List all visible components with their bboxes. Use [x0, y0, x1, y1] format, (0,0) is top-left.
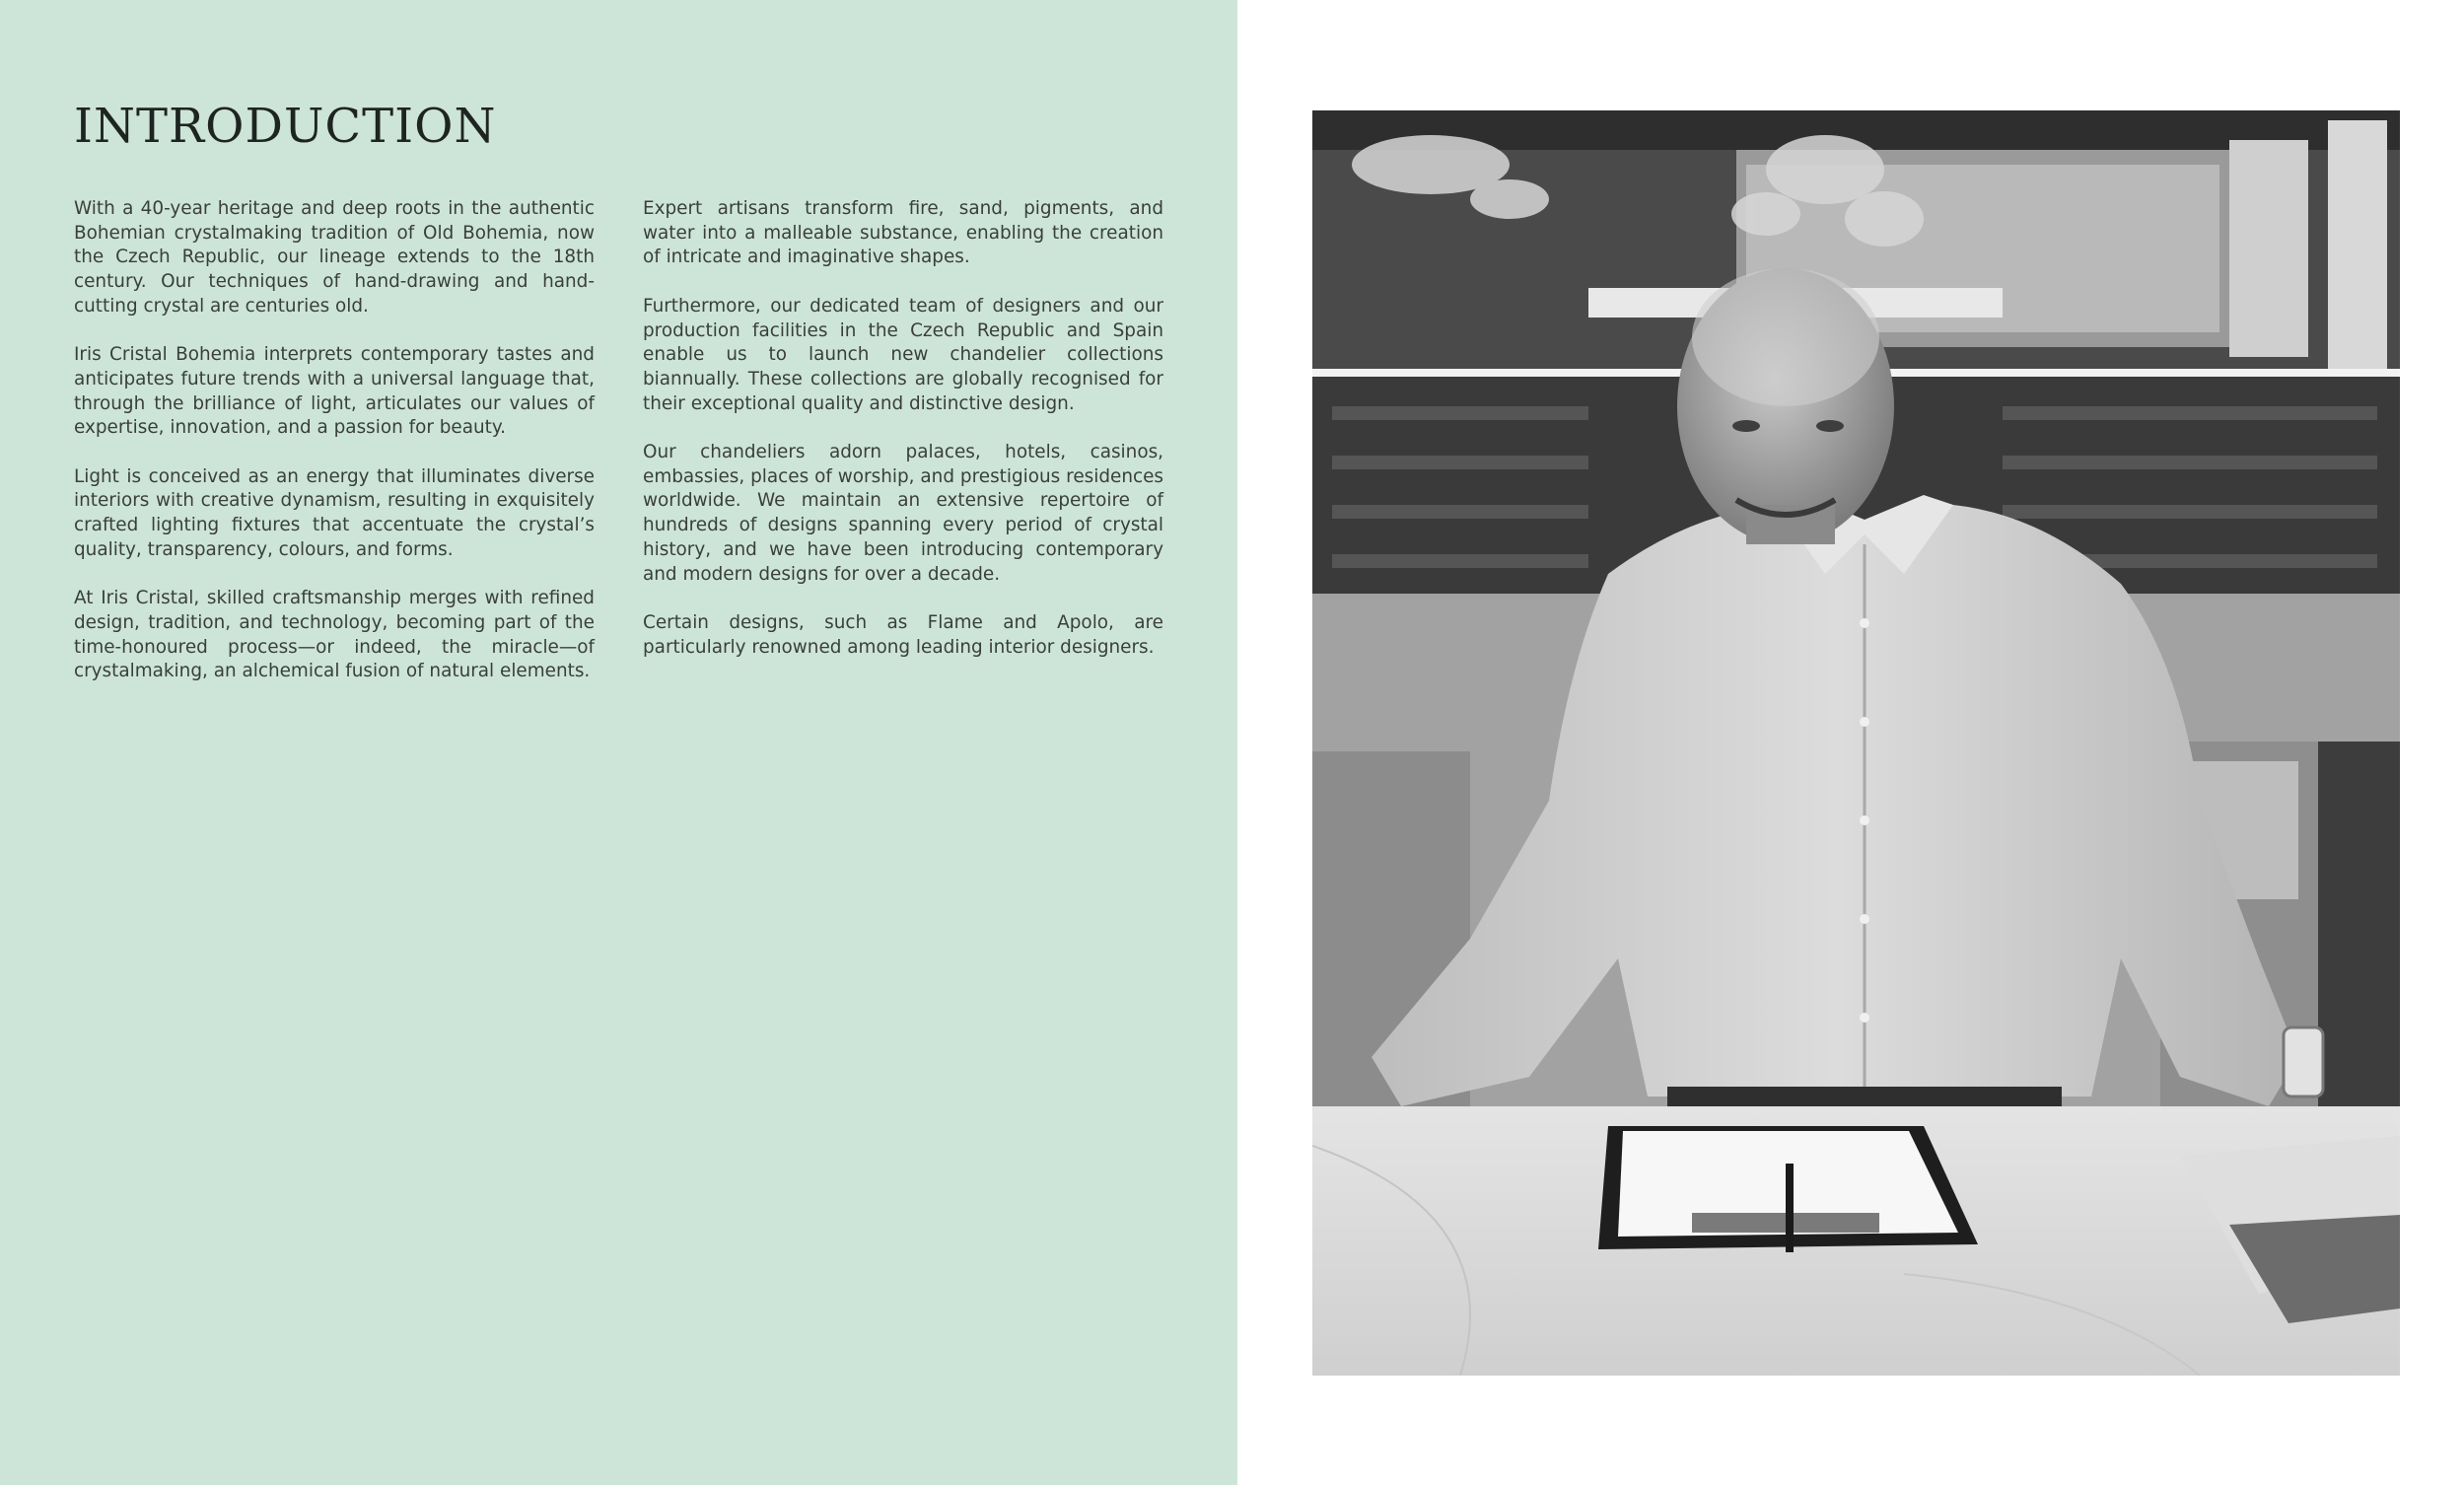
paragraph: Furthermore, our dedicated team of designers and our production facilities in the Czech Republic and Spain enable us to launch new chandelier collections biannually. These collections are globally recognised for their exceptional quality and distinctive design. [643, 295, 1163, 414]
paragraph: At Iris Cristal, skilled craftsmanship merges with refined design, tradition, and technology, becoming part of the time-honoured process—or indeed, the miracle—of crystalmaking, an alchemical fusion of natural elements. [74, 588, 595, 682]
portrait-photo [1312, 110, 2400, 1376]
page-title: INTRODUCTION [74, 99, 497, 154]
paragraph: Expert artisans transform fire, sand, pigments, and water into a malleable substance, enabling the creation of intricate and imaginative shapes. [643, 198, 1163, 268]
paragraph: With a 40-year heritage and deep roots in the authentic Bohemian crystalmaking tradition of Old Bohemia, now the Czech Republic, our lineage extends to the 18th century. Our techniques of hand-drawing and hand-cutting crystal are centuries old. [74, 198, 595, 317]
text-column-left [74, 197, 595, 709]
paragraph: Certain designs, such as Flame and Apolo, are particularly renowned among leading interior designers. [643, 611, 1163, 658]
text-column-right [643, 197, 1163, 684]
paragraph: Light is conceived as an energy that illuminates diverse interiors with creative dynamism, resulting in exquisitely crafted lighting fixtures that accentuate the crystal’s quality, transparency, colours, and forms. [74, 465, 595, 560]
paragraph: Our chandeliers adorn palaces, hotels, casinos, embassies, places of worship, and prestigious residences worldwide. We maintain an extensive repertoire of hundreds of designs spanning every period of crystal history, and we have been introducing contemporary and modern designs for over a decade. [643, 442, 1163, 585]
portrait-illustration [1312, 110, 2400, 1376]
paragraph: Iris Cristal Bohemia interprets contemporary tastes and anticipates future trends with a universal language that, through the brilliance of light, articulates our values of expertise, innovation, and a passion for beauty. [74, 344, 595, 439]
